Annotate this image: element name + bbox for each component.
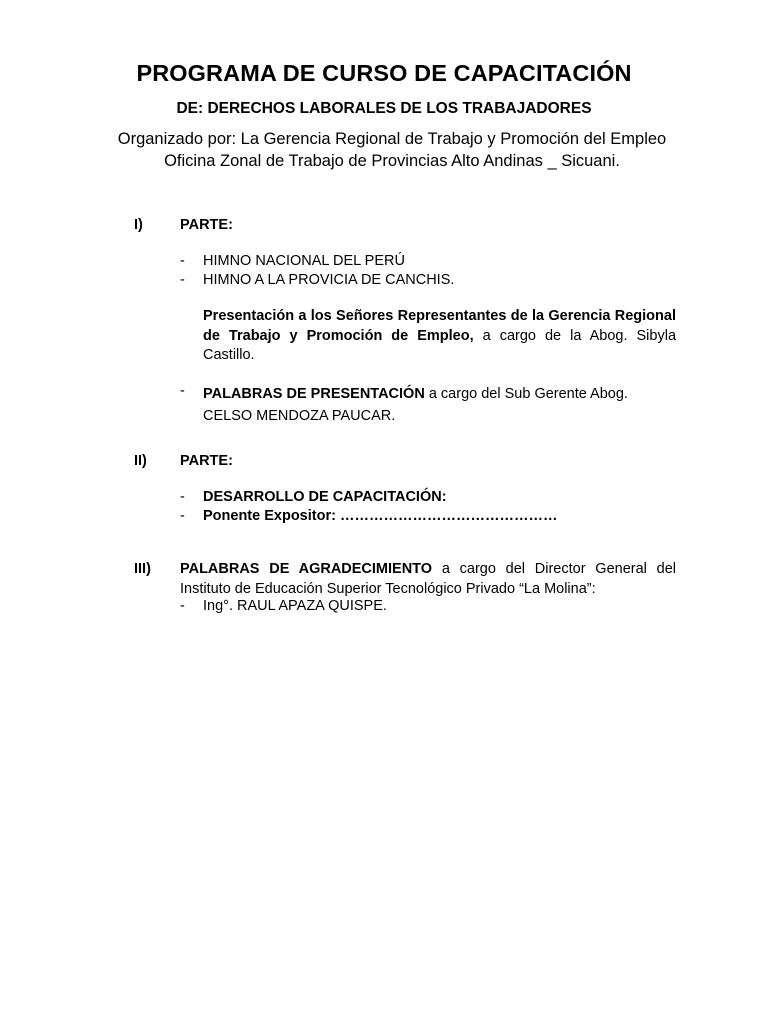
- presentation-paragraph: [203, 307, 676, 366]
- welcome-words-paragraph: [203, 383, 676, 406]
- document-subtitle: DE: DERECHOS LABORALES DE LOS TRABAJADORES: [176, 100, 592, 117]
- list-item-ponente: Ponente Expositor: ………………………………………: [203, 508, 558, 524]
- section-3-bold-text: PALABRAS DE AGRADECIMIENTO: [180, 561, 433, 577]
- welcome-words-rest-text: a cargo del Sub Gerente Abog.: [424, 386, 628, 402]
- list-item-himno-canchis: HIMNO A LA PROVICIA DE CANCHIS.: [203, 272, 455, 288]
- section-3-paragraph: [180, 560, 676, 599]
- section-3-rest-text: a cargo del Director General del Instituto de Educación Superior Tecnológico Privado “La Molina”:: [180, 561, 676, 597]
- list-dash: -: [180, 272, 185, 288]
- section-1-heading: PARTE:: [180, 217, 233, 233]
- list-dash: -: [180, 508, 185, 524]
- section-2-number: II): [134, 453, 147, 469]
- list-item-director: Ing°. RAUL APAZA QUISPE.: [203, 598, 387, 614]
- organizer-text: Organizado por: La Gerencia Regional de Trabajo y Promoción del Empleo Oficina Zonal de Trabajo de Provincias Alto Andinas _ Sicuani.: [117, 130, 667, 170]
- section-1-number: I): [134, 217, 143, 233]
- document-title: PROGRAMA DE CURSO DE CAPACITACIÓN: [136, 60, 632, 86]
- section-3-number: III): [134, 561, 151, 577]
- presentation-bold-text: Presentación a los Señores Representantes de la Gerencia Regional de Trabajo y Promoción de Empleo,: [203, 308, 676, 344]
- list-dash: -: [180, 598, 185, 614]
- presentation-rest-text: a cargo de la Abog. Sibyla Castillo.: [203, 327, 677, 363]
- section-2-heading: PARTE:: [180, 453, 233, 469]
- list-dash: -: [180, 383, 185, 399]
- welcome-words-bold-text: PALABRAS DE PRESENTACIÓN: [203, 386, 425, 402]
- welcome-words-speaker: CELSO MENDOZA PAUCAR.: [203, 408, 396, 424]
- list-dash: -: [180, 489, 185, 505]
- list-dash: -: [180, 253, 185, 269]
- list-item-desarrollo: DESARROLLO DE CAPACITACIÓN:: [203, 489, 447, 505]
- list-item-himno-nacional: HIMNO NACIONAL DEL PERÚ: [203, 253, 405, 269]
